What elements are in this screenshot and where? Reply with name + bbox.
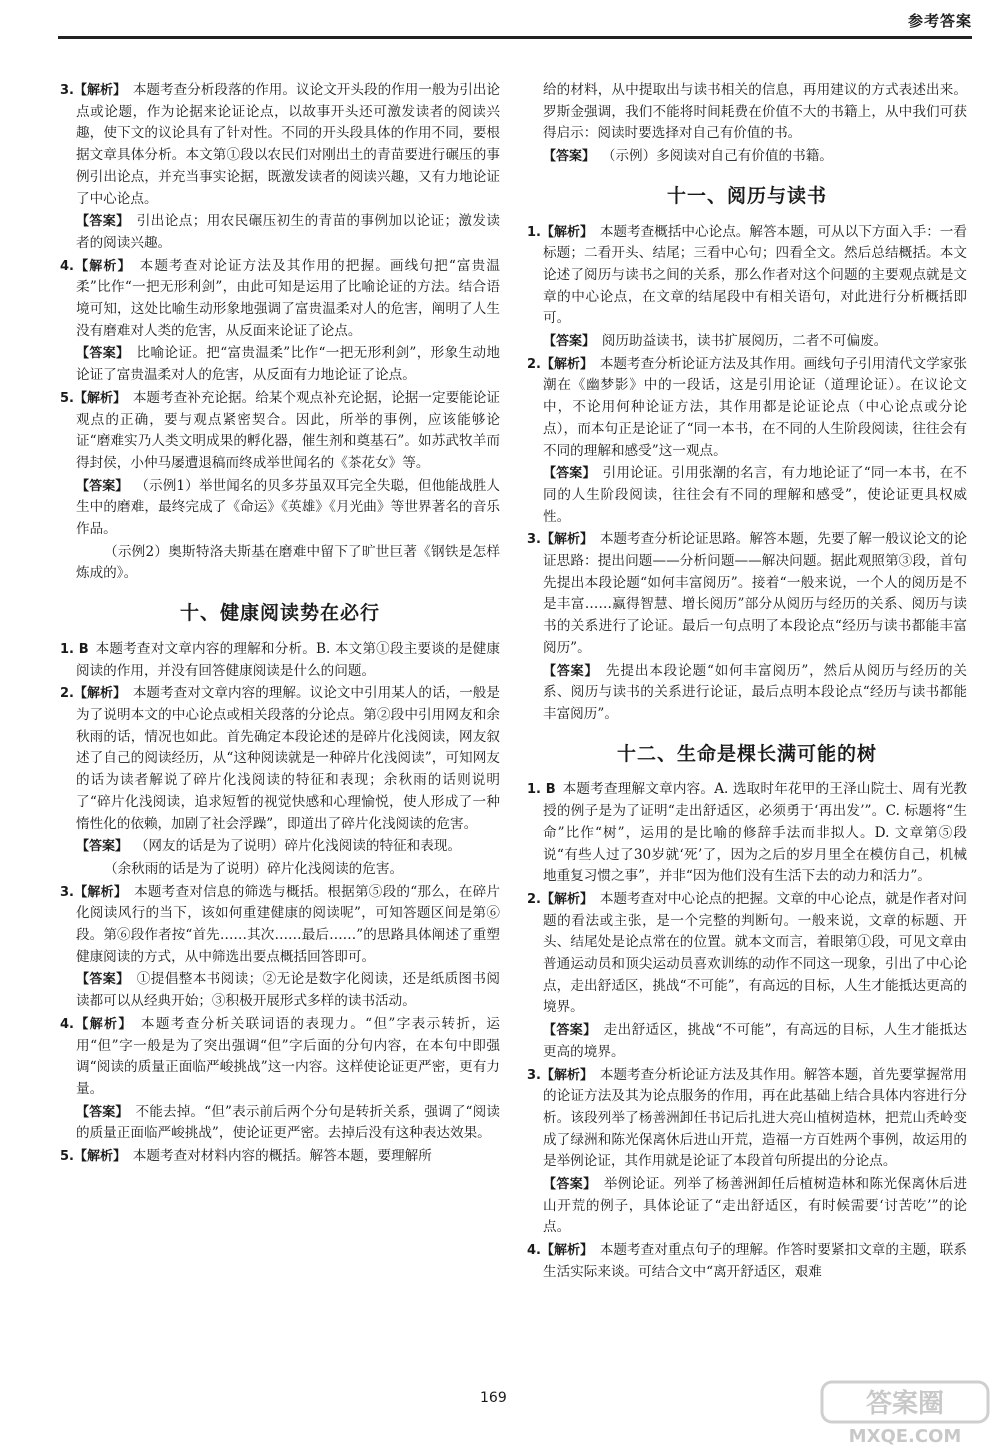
answer-tag: 【答案】 (543, 334, 596, 350)
question-number: 5. (60, 390, 74, 406)
paragraph-text: 本题考查对中心论点的把握。文章的中心论点，就是作者对问题的看法或主张，是一个完整的判断句。一般来说，文章的标题、开头、结尾处是论点常在的位置。就本文而言，着眼第①段，可见文章由普通运动员和顶尖运动员喜欢训练的动作不同这一现象，引出了中心论点，走出舒适区，挑战“不可能”，有高远的目标，人生才能抵达更高的境界。 (543, 890, 967, 1016)
paragraph-text: 比喻论证。把“富贵温柔”比作“一把无形利剑”，形象生动地论证了富贵温柔对人的危害，从反面有力地论证了论点。 (76, 345, 500, 384)
analysis-tag: 【解析】 (73, 1016, 133, 1032)
question-item (60, 1014, 500, 1101)
analysis-tag: 【解析】 (540, 1067, 594, 1083)
analysis-tag: 【解析】 (73, 884, 128, 900)
question-number: 3. (60, 83, 74, 98)
answer-tag: 【答案】 (543, 1023, 597, 1039)
analysis-tag: 【解析】 (73, 258, 132, 274)
answer-item (527, 463, 967, 528)
svg-text:答案圈: 答案圈 (865, 1389, 945, 1419)
question-number: 4. (60, 1016, 74, 1032)
header-rule (58, 36, 972, 39)
answer-tag: 【答案】 (76, 1104, 129, 1120)
question-number: 3. (527, 532, 541, 548)
question-number: 2. (527, 891, 541, 907)
answer-item (527, 146, 967, 168)
paragraph-text: （网友的话是为了说明）碎片化浅阅读的特征和表现。 (134, 838, 462, 855)
question-number: 2. (60, 686, 74, 702)
answer-item (527, 1174, 967, 1239)
paragraph-text: 本题考查补充论据。给某个观点补充论据，论据一定要能论证观点的正确，要与观点紧密契合。因此，所举的事例，应该能够论证“磨难实乃人类文明成果的孵化器，催生剂和奠基石”。如苏武牧羊而得封侯，小仲马屡遭退稿而终成举世闻名的《茶花女》等。 (76, 389, 500, 471)
answer-tag: 【答案】 (76, 478, 129, 494)
answer-example: （余秋雨的话是为了说明）碎片化浅阅读的危害。 (104, 860, 404, 877)
question-item (527, 889, 967, 1019)
svg-text:MXQE.COM: MXQE.COM (848, 1426, 962, 1447)
analysis-tag: 【解析】 (73, 390, 127, 406)
answer-item (60, 476, 500, 541)
question-item (60, 882, 500, 969)
answer-tag: 【答案】 (76, 214, 130, 230)
question-item (60, 639, 500, 682)
paragraph-text: 本题考查对信息的筛选与概括。根据第⑤段的“那么，在碎片化阅读风行的当下，该如何重建健康的阅读呢”，可知答题区间是第⑥段。第⑥段作者按“首先……其次……最后……”的思路具体阐述了重塑健康阅读的方式，从中筛选出要点概括回答即可。 (76, 883, 500, 965)
question-number: 3. (60, 884, 74, 900)
paragraph-text: （示例1）举世闻名的贝多芬虽双耳完全失聪，但他能战胜人生中的磨难，最终完成了《命运》《英雄》《月光曲》等世界著名的音乐作品。 (76, 477, 500, 538)
paragraph-text: 阅历助益读书，读书扩展阅历，二者不可偏废。 (601, 333, 888, 350)
paragraph-text: 举例论证。列举了杨善洲卸任后植树造林和陈光保离休后进山开荒的例子，具体论证了“走出舒适区，有时候需要‘讨苦吃’”的论点。 (543, 1176, 967, 1236)
paragraph-text: ①提倡整本书阅读；②无论是数字化阅读，还是纸质图书阅读都可以从经典开始；③积极开展形式多样的读书活动。 (76, 971, 500, 1010)
question-item (60, 256, 500, 343)
answer-tag: 【答案】 (543, 149, 596, 165)
page-number: 169 (480, 1390, 507, 1406)
answer-example: （示例2）奥斯特洛夫斯基在磨难中留下了旷世巨著《钢铁是怎样炼成的》。 (76, 543, 500, 582)
question-item (527, 1240, 967, 1283)
continued-paragraph: 给的材料，从中提取出与读书相关的信息，再用建议的方式表述出来。罗斯金强调，我们不能将时间耗费在价值不大的书籍上，从中我们可获得启示：阅读时要选择对自己有价值的书。 (543, 82, 967, 142)
paragraph-text: 本题考查概括中心论点。解答本题，可从以下方面入手：一看标题；二看开头、结尾；三看中心句；四看全文。然后总结概括。本文论述了阅历与读书之间的关系，那么作者对这个问题的主要观点就是文章的中心论点，在文章的结尾段中有相关语句，对此进行分析概括即可。 (543, 223, 967, 327)
question-item (60, 1146, 500, 1168)
paragraph-text: 走出舒适区，挑战“不可能”，有高远的目标，人生才能抵达更高的境界。 (543, 1022, 967, 1060)
answer-item (527, 661, 967, 726)
analysis-tag: 【解析】 (73, 686, 127, 702)
answer-tag: 【答案】 (543, 663, 599, 679)
question-item (527, 1065, 967, 1174)
analysis-tag: 【解析】 (540, 891, 594, 907)
answer-tag: 【答案】 (76, 839, 129, 855)
paragraph-text: 本题考查对文章内容的理解。议论文中引用某人的话，一般是为了说明本文的中心论点或相关段落的分论点。第②段中引用网友和余秋雨的话，情况也如此。首先确定本段论述的是碎片化浅阅读，网友叙述了自己的阅读经历，从“这种阅读就是一种碎片化浅阅读”，可知网友的话为读者解说了碎片化浅阅读的特征和表现；余秋雨的话则说明了“碎片化浅阅读，追求短暂的视觉快感和心理愉悦，使人形成了一种惰性化的依赖，加剧了社会浮躁”，即道出了碎片化浅阅读的危害。 (76, 685, 500, 832)
analysis-tag: 【解析】 (540, 356, 594, 372)
answer-item (527, 331, 967, 353)
section-title-10: 十、健康阅读势在必行 (179, 602, 380, 625)
left-column (60, 80, 500, 1169)
question-number: 4. (527, 1243, 541, 1259)
analysis-tag: 【解析】 (540, 532, 594, 548)
analysis-tag: 【解析】 (73, 1149, 126, 1165)
section-title-12: 十二、生命是棵长满可能的树 (616, 742, 877, 765)
question-item (60, 683, 500, 835)
analysis-tag: 【解析】 (73, 83, 127, 98)
section-title-11: 十一、阅历与读书 (666, 184, 827, 207)
answer-item (60, 211, 500, 254)
paragraph-text: 先提出本段论题“如何丰富阅历”，然后从阅历与经历的关系、阅历与读书的关系进行论证，最后点明本段论点“经历与读书都能丰富阅历”。 (543, 662, 967, 722)
paragraph-text: 本题考查分析论证思路。解答本题，先要了解一般议论文的论证思路：提出问题——分析问题——解决问题。据此观照第③段，首句先提出本段论题“如何丰富阅历”。接着“一般来说，一个人的阅历是不是丰富……赢得智慧、增长阅历”部分从阅历与经历的关系、阅历与读书的关系进行了论证。最后一句点明了本段论点“经历与读书都能丰富阅历”。 (543, 531, 967, 656)
question-number: 1. (527, 224, 541, 240)
paragraph-text: 本题考查分析段落的作用。议论文开头段的作用一般为引出论点或论题，作为论据来论证论点，以故事开头还可激发读者的阅读兴趣，使下文的议论具有了针对性。不同的开头段具体的作用不同，要根据文章具体分析。本文第①段以农民们对刚出土的青苗要进行碾压的事例引出论点，并充当事实论据，既激发读者的阅读兴趣，又有力地论证了中心论点。 (76, 82, 500, 207)
answer-tag: 【答案】 (543, 1177, 597, 1193)
answer-item (527, 1020, 967, 1063)
right-column (527, 80, 967, 1285)
paragraph-text: 不能去掉。“但”表示前后两个分句是转折关系，强调了“阅读的质量正面临严峻挑战”，使论证更严密。去掉后没有这种表达效果。 (76, 1103, 500, 1142)
question-item (527, 354, 967, 463)
paragraph-text: 引用论证。引用张潮的名言，有力地论证了“同一本书，在不同的人生阶段阅读，往往会有不同的理解和感受”，使论证更具权威性。 (543, 465, 967, 525)
answer-tag: 【答案】 (76, 346, 130, 362)
question-item (527, 779, 967, 888)
question-item (527, 222, 967, 331)
question-number: 3. (527, 1067, 541, 1083)
question-number: 4. (60, 258, 74, 274)
question-number: 2. (527, 356, 541, 372)
analysis-tag: 【解析】 (540, 224, 594, 240)
answer-item (60, 969, 500, 1012)
paragraph-text: 本题考查分析论证方法及其作用。画线句子引用清代文学家张潮在《幽梦影》中的一段话，这是引用论证（道理论证）。在议论文中，不论用何种论证方法，其作用都是论证论点（中心论点或分论点），而本句正是论证了“同一本书，在不同的人生阶段阅读，往往会有不同的理解和感受”这一观点。 (543, 355, 967, 459)
answer-tag: 【答案】 (76, 972, 130, 988)
analysis-tag: 【解析】 (540, 1243, 594, 1259)
paragraph-text: 本题考查对文章内容的理解和分析。B. 本文第①段主要谈的是健康阅读的作用，并没有回答健康阅读是什么的问题。 (76, 640, 500, 679)
paragraph-text: 本题考查理解文章内容。A. 选取时年花甲的王泽山院士、周有光教授的例子是为了证明“走出舒适区，必须勇于‘再出发’”。C. 标题将“生命”比作“树”，运用的是比喻的修辞手法而非拟人。D. 文章第⑤段说“有些人过了30岁就‘死’了，因为之后的岁月里全在模仿自己，机械地重复习惯之事”，并非“因为他们没有生活下去的动力和活力”。 (543, 781, 967, 885)
paragraph-text: 本题考查对论证方法及其作用的把握。画线句把“富贵温柔”比作“一把无形利剑”，由此可知是运用了比喻论证的方法。结合语境可知，这处比喻生动形象地强调了富贵温柔对人的危害，阐明了人生没有磨难对人类的危害，从反面来论证了论点。 (76, 257, 500, 339)
question-item (60, 388, 500, 475)
answer-item (60, 343, 500, 386)
header-title: 参考答案 (907, 12, 972, 30)
watermark-logo (820, 1376, 990, 1448)
question-item (60, 80, 500, 210)
answer-item (60, 836, 500, 858)
question-number: 1. B (527, 782, 556, 798)
answer-tag: 【答案】 (543, 466, 596, 482)
paragraph-text: 引出论点；用农民碾压初生的青苗的事例加以论证；激发读者的阅读兴趣。 (76, 213, 500, 251)
paragraph-text: 本题考查分析关联词语的表现力。“但”字表示转折，运用“但”字一般是为了突出强调“但”字后面的分句内容，在本句中即强调“阅读的质量正面临严峻挑战”这一内容。这样使论证更严密，更有力量。 (76, 1015, 500, 1097)
paragraph-text: （示例）多阅读对自己有价值的书籍。 (601, 148, 833, 165)
question-item (527, 529, 967, 659)
paragraph-text: 本题考查对材料内容的概括。解答本题，要理解所 (132, 1148, 432, 1165)
question-number: 1. B (60, 641, 89, 657)
answer-item (60, 1102, 500, 1145)
paragraph-text: 本题考查分析论证方法及其作用。解答本题，首先要掌握常用的论证方法及其为论点服务的作用，再在此基础上结合具体内容进行分析。该段列举了杨善洲卸任书记后扎进大亮山植树造林，把荒山秃岭变成了绿洲和陈光保离休后进山开荒，造福一方百姓两个事例，故运用的是举例论证，其作用就是论证了本段首句所提出的分论点。 (543, 1066, 967, 1170)
question-number: 5. (60, 1149, 74, 1165)
paragraph-text: 本题考查对重点句子的理解。作答时要紧扣文章的主题，联系生活实际来谈。可结合文中“离开舒适区，艰难 (543, 1242, 967, 1280)
